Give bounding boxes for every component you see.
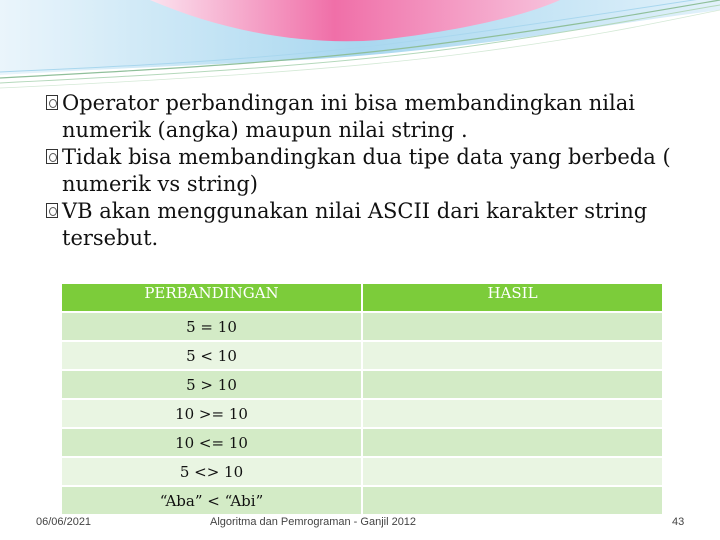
- bullet-text: Operator perbandingan ini bisa membandingkan nilai: [62, 91, 635, 115]
- bullet-list: [46, 90, 686, 252]
- footer-page-number: 43: [672, 516, 685, 528]
- result-cell: [363, 400, 662, 427]
- table-row: [62, 313, 662, 340]
- table-row: [62, 487, 662, 514]
- expression-cell: 10 <= 10: [62, 429, 361, 456]
- table-row: [62, 458, 662, 485]
- expression-cell: 5 = 10: [62, 313, 361, 340]
- bullet-item: [46, 198, 686, 252]
- bullet-glyph-icon: [46, 203, 58, 218]
- bullet-text: tersebut.: [62, 226, 159, 250]
- expression-cell: 5 < 10: [62, 342, 361, 369]
- table-header-row: [62, 284, 662, 311]
- bullet-glyph-icon: [46, 149, 58, 164]
- result-cell: [363, 313, 662, 340]
- expression-cell: “Aba” < “Abi”: [62, 487, 361, 514]
- result-cell: [363, 342, 662, 369]
- bullet-text: numerik vs string): [62, 172, 258, 196]
- expression-cell: 5 > 10: [62, 371, 361, 398]
- table-row: [62, 429, 662, 456]
- bullet-item: [46, 90, 686, 144]
- table-row: [62, 371, 662, 398]
- header-wave-decoration: [0, 0, 720, 95]
- expression-cell: 5 <> 10: [62, 458, 361, 485]
- bullet-text: Tidak bisa membandingkan dua tipe data yang berbeda (: [62, 145, 671, 169]
- result-cell: [363, 458, 662, 485]
- footer-course: Algoritma dan Pemrograman - Ganjil 2012: [210, 516, 417, 528]
- column-header-perbandingan: PERBANDINGAN: [62, 284, 361, 311]
- table-row: [62, 400, 662, 427]
- column-header-hasil: HASIL: [363, 284, 662, 311]
- footer-date: 06/06/2021: [36, 516, 92, 528]
- bullet-glyph-icon: [46, 95, 58, 110]
- comparison-table: [60, 282, 664, 516]
- result-cell: [363, 371, 662, 398]
- table-row: [62, 342, 662, 369]
- bullet-text: numerik (angka) maupun nilai string .: [62, 118, 468, 142]
- bullet-item: [46, 144, 686, 198]
- result-cell: [363, 487, 662, 514]
- result-cell: [363, 429, 662, 456]
- expression-cell: 10 >= 10: [62, 400, 361, 427]
- bullet-text: VB akan menggunakan nilai ASCII dari karakter string: [62, 199, 648, 223]
